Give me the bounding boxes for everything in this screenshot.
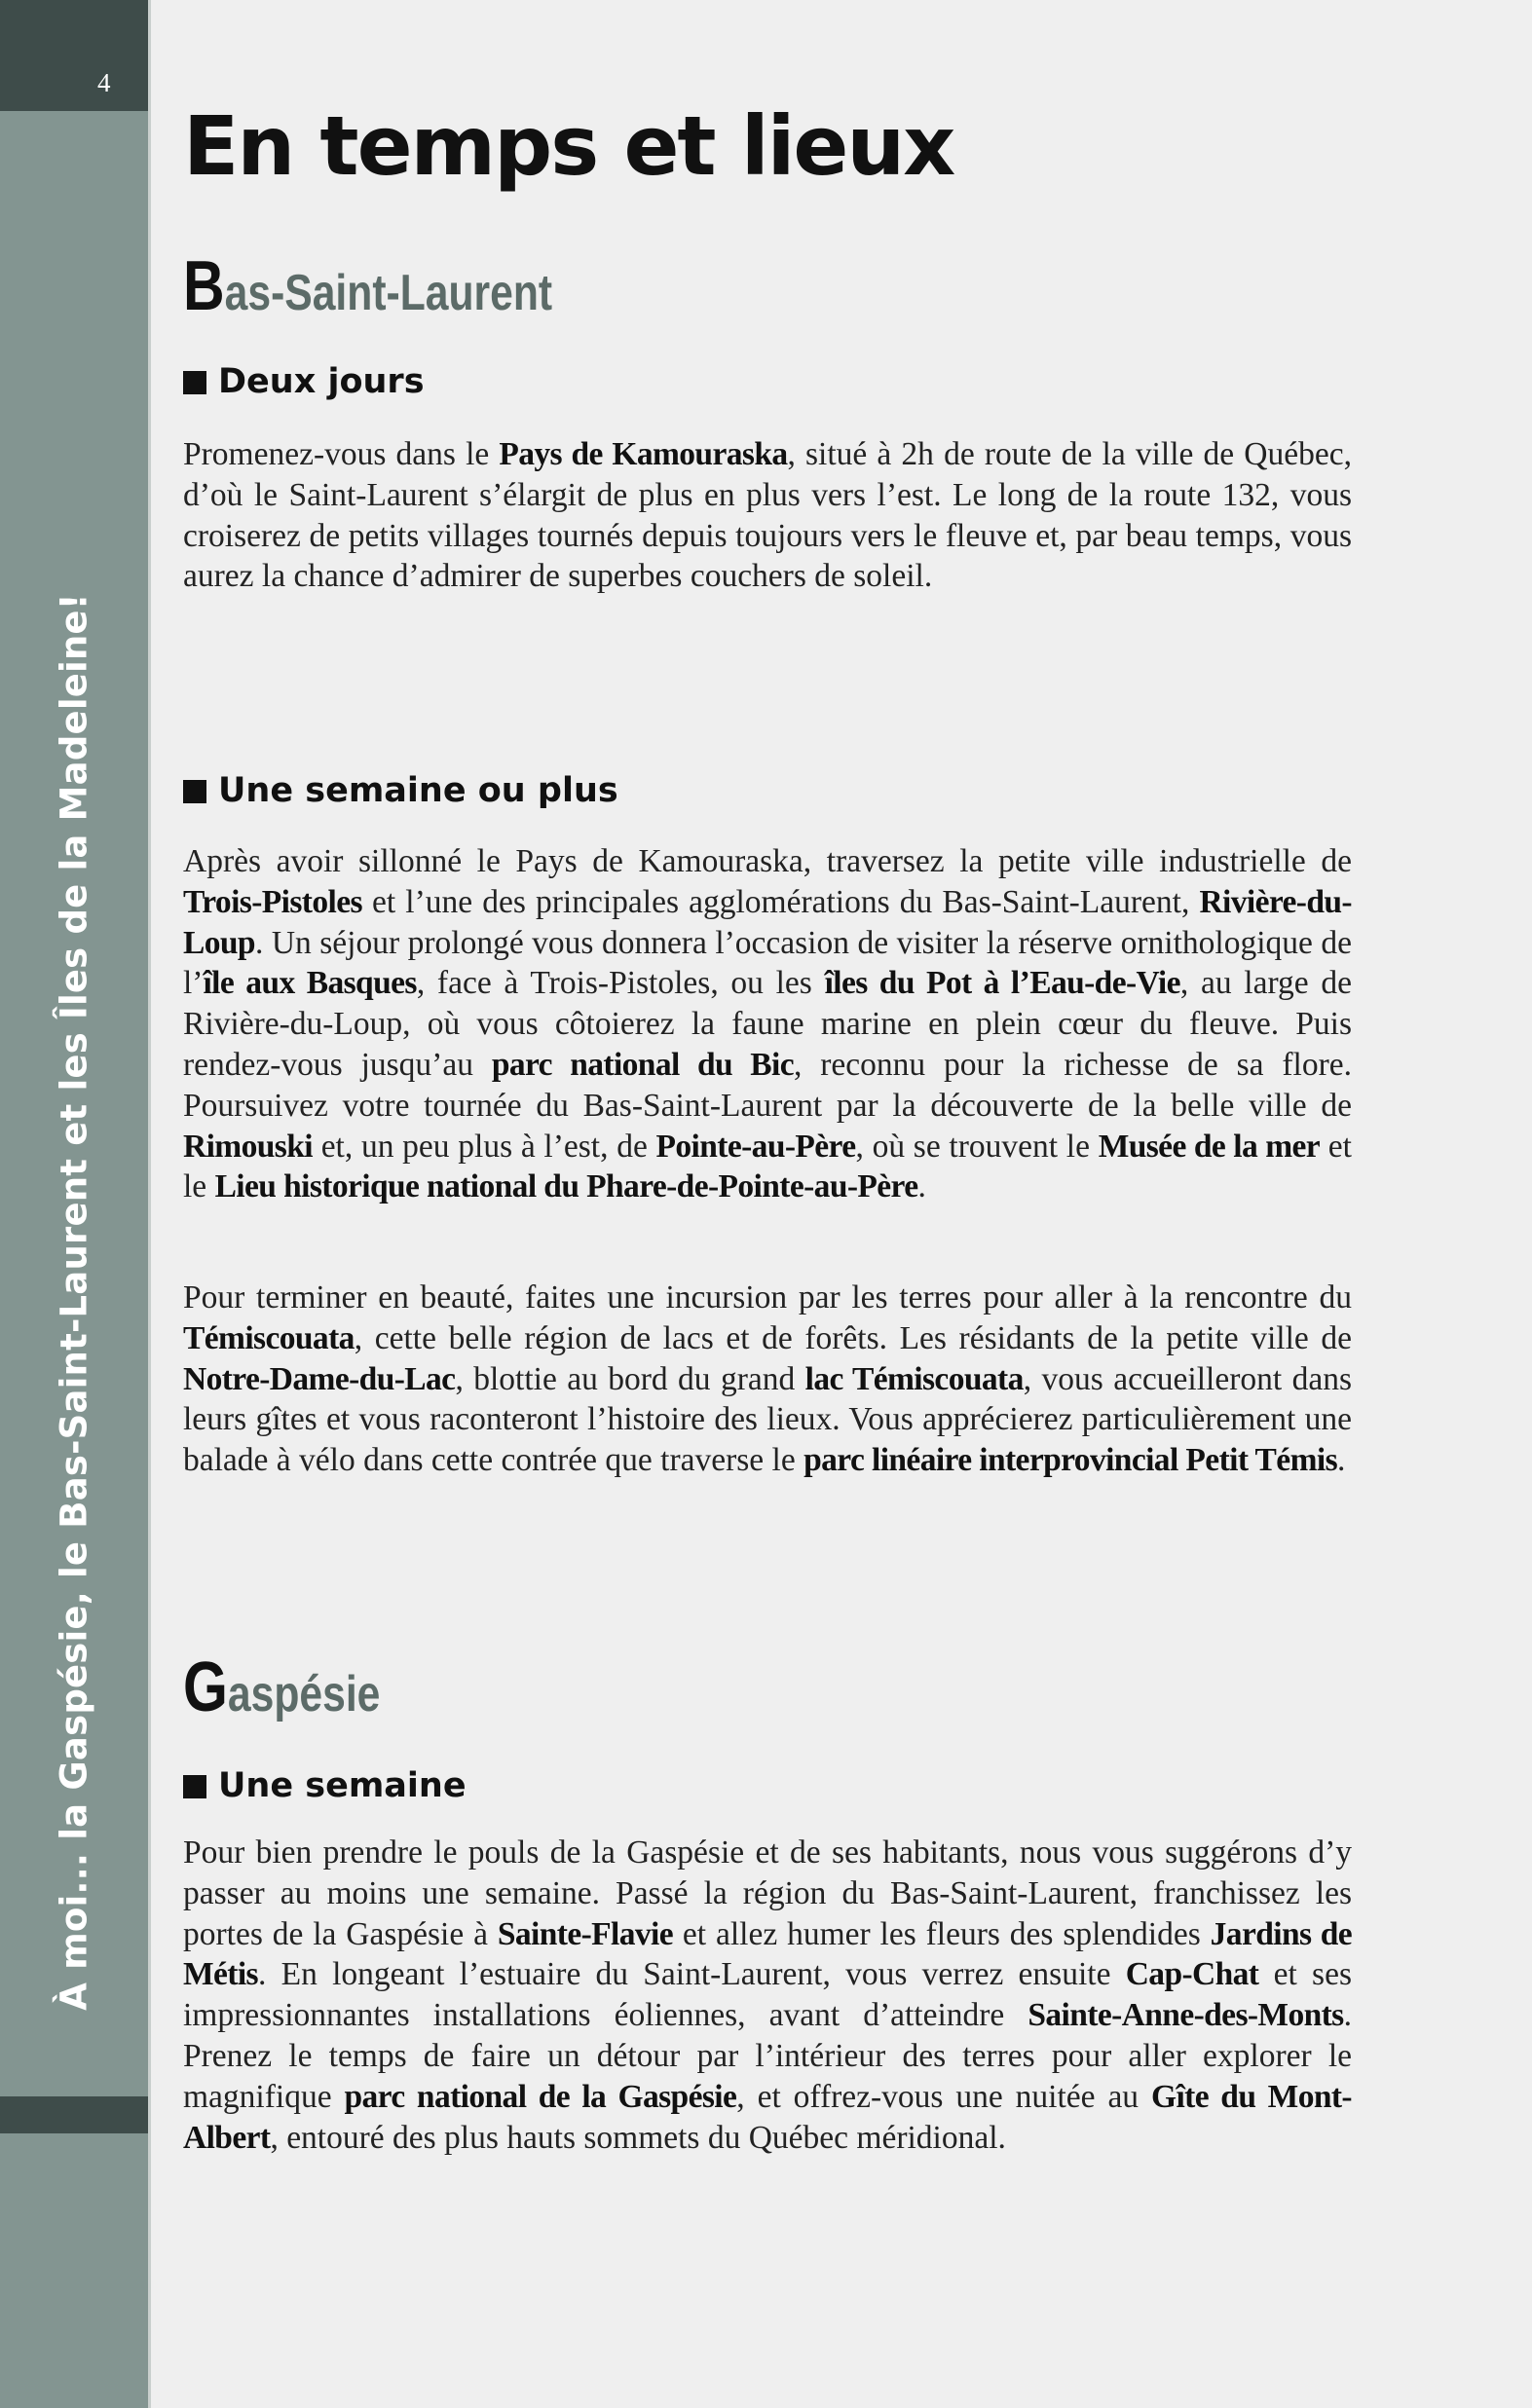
text-run: . bbox=[1337, 1442, 1346, 1479]
place-name: Sainte-Flavie bbox=[497, 1915, 674, 1952]
text-run: , et offrez-vous une nuitée au bbox=[736, 2078, 1151, 2115]
place-name: Pays de Kamouraska bbox=[499, 436, 788, 472]
section-heading-deux-jours bbox=[183, 362, 425, 401]
text-run: Pour bien prendre le pouls de la Gaspésie et de ses habitants, nous vous suggérons d’y passer au moins une semaine. Passé la région du Bas-Saint-Laurent, franchissez les portes de la Gaspésie à bbox=[183, 1834, 1352, 1952]
place-name: Musée de la mer bbox=[1098, 1128, 1321, 1165]
page-title: En temps et lieux bbox=[183, 98, 954, 194]
text-run: , où se trouvent le bbox=[855, 1128, 1099, 1165]
sidebar-top-block bbox=[0, 0, 148, 111]
square-bullet-icon bbox=[183, 371, 206, 394]
text-run: et ses impressionnantes installations éoliennes, avant d’atteindre bbox=[183, 1956, 1352, 2034]
text-run: , vous accueilleront dans leurs gîtes et vous raconteront l’histoire des lieux. Vous apprécierez particulièrement une balade à vélo dans cette contrée que traverse le bbox=[183, 1360, 1352, 1479]
text-run: , entouré des plus hauts sommets du Québec méridional. bbox=[270, 2119, 1006, 2156]
place-name: parc national de la Gaspésie bbox=[344, 2078, 737, 2115]
paragraph bbox=[183, 841, 1352, 1207]
paragraph bbox=[183, 1278, 1352, 1481]
place-name: lac Témiscouata bbox=[804, 1360, 1024, 1397]
text-run: , au large de Rivière-du-Loup, où vous côtoierez la faune marine en plein cœur du fleuve. Puis rendez-vous jusqu’au bbox=[183, 965, 1352, 1083]
place-name: Rivière-du-Loup bbox=[183, 883, 1352, 961]
region-name-rest: as-Saint-Laurent bbox=[224, 265, 553, 321]
page-number: 4 bbox=[97, 68, 111, 97]
text-run: et allez humer les fleurs des splendides bbox=[673, 1915, 1211, 1952]
place-name: Rimouski bbox=[183, 1128, 313, 1165]
square-bullet-icon bbox=[183, 780, 206, 803]
place-name: Pointe-au-Père bbox=[655, 1128, 856, 1165]
place-name: Sainte-Anne-des-Monts bbox=[1028, 1997, 1344, 2034]
text-run: Après avoir sillonné le Pays de Kamouraska, traversez la petite ville industrielle de bbox=[183, 843, 1352, 879]
section-heading-label: Une semaine bbox=[218, 1766, 467, 1805]
sidebar bbox=[0, 0, 151, 2408]
text-run: , situé à 2h de route de la ville de Québec, d’où le Saint-Laurent s’élargit de plus en plus vers l’est. Le long de la route 132, vous croiserez de petits villages tournés depuis toujours vers le fleuve et, par beau temps, vous aurez la chance d’admirer de superbes couchers de soleil. bbox=[183, 436, 1352, 595]
section-heading-label: Deux jours bbox=[218, 362, 425, 401]
region-title-gaspesie bbox=[183, 1649, 381, 1726]
paragraph bbox=[183, 1833, 1352, 2158]
region-title-bas-saint-laurent bbox=[183, 247, 553, 325]
place-name: Notre-Dame-du-Lac bbox=[183, 1360, 456, 1397]
place-name: îles du Pot à l’Eau-de-Vie bbox=[824, 965, 1180, 1002]
place-name: île aux Basques bbox=[203, 965, 417, 1002]
text-run: , cette belle région de lacs et de forêts. Les résidants de la petite ville de bbox=[354, 1319, 1352, 1356]
text-run: et le bbox=[183, 1128, 1352, 1205]
region-initial: G bbox=[183, 1649, 228, 1726]
text-run: . bbox=[917, 1168, 926, 1205]
text-run: , face à Trois-Pistoles, ou les bbox=[416, 965, 825, 1002]
text-run: Pour terminer en beauté, faites une incursion par les terres pour aller à la rencontre du bbox=[183, 1279, 1352, 1315]
paragraph bbox=[183, 434, 1352, 597]
region-initial: B bbox=[183, 247, 225, 325]
text-run: . Un séjour prolongé vous donnera l’occasion de visiter la réserve ornithologique de l’ bbox=[183, 924, 1352, 1002]
place-name: Cap-Chat bbox=[1125, 1956, 1259, 1993]
sidebar-bottom-band bbox=[0, 2096, 148, 2133]
text-run: , blottie au bord du grand bbox=[455, 1360, 805, 1397]
square-bullet-icon bbox=[183, 1775, 206, 1798]
place-name: Trois-Pistoles bbox=[183, 883, 362, 920]
section-heading-une-semaine bbox=[183, 1766, 467, 1805]
region-name-rest: aspésie bbox=[227, 1666, 381, 1723]
text-run: . Prenez le temps de faire un détour par l’intérieur des terres pour aller explorer le magnifique bbox=[183, 1997, 1352, 2115]
section-heading-label: Une semaine ou plus bbox=[218, 771, 618, 810]
place-name: Témiscouata bbox=[183, 1319, 355, 1356]
sidebar-book-title: À moi... la Gaspésie, le Bas-Saint-Laurent et les Îles de la Madeleine! bbox=[53, 593, 95, 2011]
place-name: parc national du Bic bbox=[491, 1046, 795, 1083]
text-run: Promenez-vous dans le bbox=[183, 436, 500, 472]
section-heading-une-semaine-ou-plus bbox=[183, 771, 618, 810]
place-name: Lieu historique national du Phare-de-Pointe-au-Père bbox=[214, 1168, 918, 1205]
text-run: et, un peu plus à l’est, de bbox=[312, 1128, 656, 1165]
place-name: Jardins de Métis bbox=[183, 1915, 1352, 1993]
text-run: . En longeant l’estuaire du Saint-Laurent, vous verrez ensuite bbox=[258, 1956, 1126, 1993]
place-name: Gîte du Mont-Albert bbox=[183, 2078, 1352, 2156]
place-name: parc linéaire interprovincial Petit Témis bbox=[803, 1442, 1338, 1479]
text-run: et l’une des principales agglomérations du Bas-Saint-Laurent, bbox=[361, 883, 1200, 920]
text-run: , reconnu pour la richesse de sa flore. Poursuivez votre tournée du Bas-Saint-Laurent par la découverte de la belle ville de bbox=[183, 1046, 1353, 1124]
